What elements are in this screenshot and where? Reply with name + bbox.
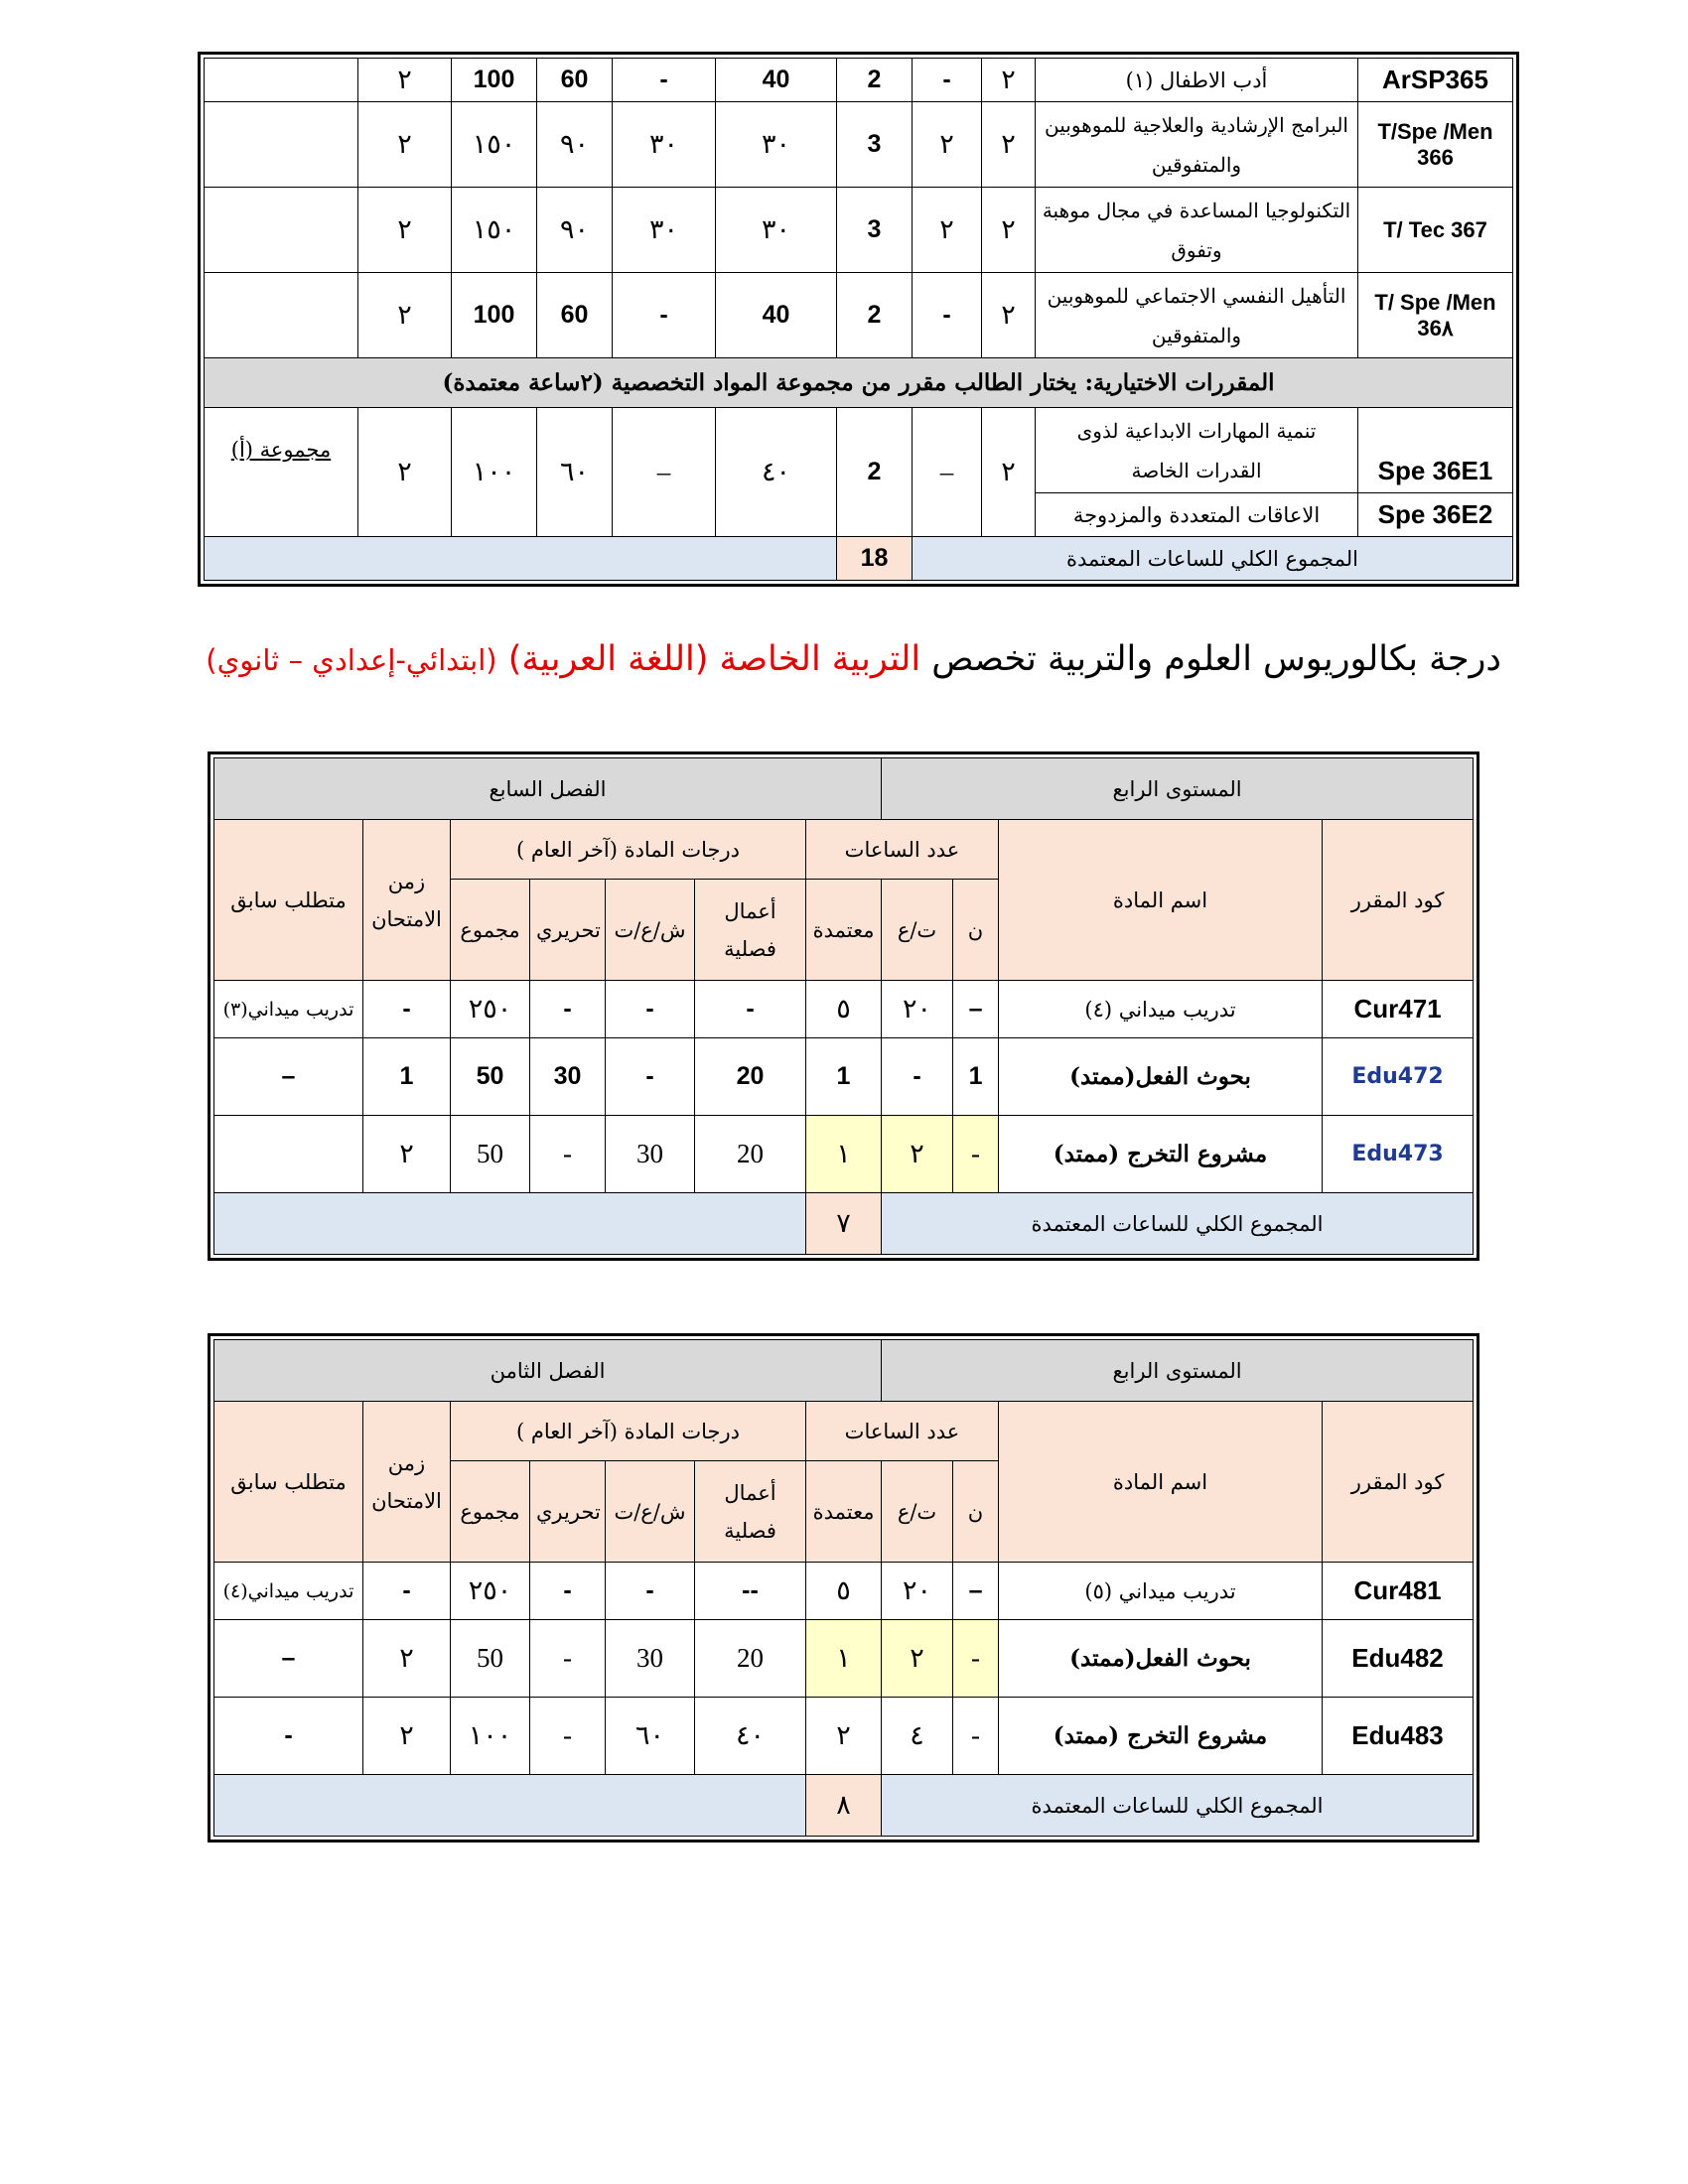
exam-time-cell: ٢ [358, 188, 452, 273]
table-row [214, 1563, 1474, 1620]
practical-cell: - [913, 59, 982, 102]
degree-heading-text: درجة بكالوريوس العلوم والتربية تخصص [920, 639, 1501, 679]
prereq-cell [205, 102, 358, 188]
practical-cell: - [913, 273, 982, 358]
course-code-header: كود المقرر [1323, 1402, 1474, 1563]
prereq-cell [214, 1116, 363, 1193]
credit-cell: 2 [837, 408, 913, 537]
prereq-cell: تدريب ميداني(٣) [214, 981, 363, 1038]
prereq-cell: – [214, 1620, 363, 1698]
coursework-cell: 40 [716, 273, 837, 358]
oral-header: ش/ع/ت [606, 880, 695, 981]
hours-header: عدد الساعات [806, 820, 999, 880]
total-row [205, 537, 1513, 581]
coursework-cell: 20 [695, 1038, 806, 1116]
written-cell: ٦٠ [537, 408, 613, 537]
coursework-cell: 20 [695, 1620, 806, 1698]
written-cell: - [530, 981, 606, 1038]
course-name-header: اسم المادة [999, 820, 1323, 981]
elective-group-label: مجموعة (أ) [230, 438, 332, 462]
coursework-header: أعمال فصلية [695, 880, 806, 981]
credit-cell: ١ [806, 1116, 882, 1193]
written-cell: - [530, 1620, 606, 1698]
total-cell: ٢٥٠ [451, 981, 530, 1038]
course-name-cell: تنمية المهارات الابداعية لذوى القدرات الخاصة [1036, 408, 1358, 493]
exam-time-cell: - [363, 1563, 451, 1620]
table-row [214, 1038, 1474, 1116]
degree-heading-specialty: التربية الخاصة (اللغة العربية) [496, 639, 921, 679]
credit-cell: ١ [806, 1620, 882, 1698]
total-cell: 100 [452, 273, 537, 358]
exam-time-header: زمن الامتحان [363, 820, 451, 981]
total-header: مجموع [451, 1461, 530, 1563]
oral-cell: - [606, 981, 695, 1038]
course-name-cell: التكنولوجيا المساعدة في مجال موهبة وتفوق [1036, 188, 1358, 273]
credit-cell: 2 [837, 273, 913, 358]
written-header: تحريري [530, 880, 606, 981]
course-code-cell: Edu482 [1323, 1620, 1474, 1698]
course-code-header: كود المقرر [1323, 820, 1474, 981]
course-name-cell: مشروع التخرج (ممتد) [999, 1698, 1323, 1775]
practical-cell: – [913, 408, 982, 537]
practical-header: ت/ع [882, 880, 953, 981]
total-credit-value: 18 [837, 537, 913, 581]
practical-cell: ٢ [913, 188, 982, 273]
coursework-cell: 40 [716, 59, 837, 102]
total-cell: 50 [451, 1620, 530, 1698]
prereq-cell: تدريب ميداني(٤) [214, 1563, 363, 1620]
degree-heading-stages: (ابتدائي-إعدادي – ثانوي) [206, 643, 497, 677]
prereq-cell: - [214, 1698, 363, 1775]
level-title: المستوى الرابع [882, 758, 1474, 820]
oral-cell: - [613, 273, 716, 358]
prereq-cell [205, 188, 358, 273]
course-code-cell: Spe 36E2 [1358, 493, 1513, 537]
practical-cell: ٢ [882, 1620, 953, 1698]
coursework-cell: 20 [695, 1116, 806, 1193]
coursework-cell: -- [695, 1563, 806, 1620]
total-cell: ٢٥٠ [451, 1563, 530, 1620]
written-cell: 30 [530, 1038, 606, 1116]
oral-cell: ٣٠ [613, 102, 716, 188]
total-row [214, 1775, 1474, 1837]
table-row [205, 59, 1513, 102]
practical-header: ت/ع [882, 1461, 953, 1563]
course-code-cell: Cur481 [1323, 1563, 1474, 1620]
written-cell: - [530, 1698, 606, 1775]
table-row [205, 408, 1513, 493]
prereq-cell [205, 273, 358, 358]
theory-cell: - [953, 1698, 999, 1775]
coursework-cell: ٣٠ [716, 188, 837, 273]
practical-cell: ٢٠ [882, 981, 953, 1038]
course-name-cell: البرامج الإرشادية والعلاجية للموهوبين والمتفوقين [1036, 102, 1358, 188]
table-row [214, 1698, 1474, 1775]
course-name-cell: بحوث الفعل(ممتد) [999, 1620, 1323, 1698]
theory-cell: - [953, 1116, 999, 1193]
written-cell: 60 [537, 59, 613, 102]
written-cell: - [530, 1116, 606, 1193]
total-header: مجموع [451, 880, 530, 981]
level-title: المستوى الرابع [882, 1340, 1474, 1402]
total-cell: ١٠٠ [452, 408, 537, 537]
oral-header: ش/ع/ت [606, 1461, 695, 1563]
exam-time-cell: ٢ [358, 59, 452, 102]
coursework-cell: ٤٠ [695, 1698, 806, 1775]
table-row [205, 273, 1513, 358]
course-code-cell: T/ Spe /Men 36٨ [1358, 273, 1513, 358]
practical-cell: ٢ [882, 1116, 953, 1193]
written-cell: 60 [537, 273, 613, 358]
total-cell: 50 [451, 1116, 530, 1193]
total-spacer [205, 537, 837, 581]
total-row [214, 1193, 1474, 1255]
exam-time-header: زمن الامتحان [363, 1402, 451, 1563]
oral-cell: ٦٠ [606, 1698, 695, 1775]
course-name-cell: تدريب ميداني (٤) [999, 981, 1323, 1038]
grades-header: درجات المادة (آخر العام ) [451, 1402, 806, 1461]
theory-header: ن [953, 880, 999, 981]
practical-cell: - [882, 1038, 953, 1116]
table-row [214, 1620, 1474, 1698]
coursework-cell: ٤٠ [716, 408, 837, 537]
course-code-cell: ArSP365 [1358, 59, 1513, 102]
course-name-cell: تدريب ميداني (٥) [999, 1563, 1323, 1620]
oral-cell: - [613, 59, 716, 102]
total-credit-value: ٨ [806, 1775, 882, 1837]
total-credit-label: المجموع الكلي للساعات المعتمدة [882, 1775, 1474, 1837]
credit-cell: ٥ [806, 981, 882, 1038]
course-name-cell: التأهيل النفسي الاجتماعي للموهوبين والمتفوقين [1036, 273, 1358, 358]
semester8-table [213, 1339, 1474, 1837]
oral-cell: 30 [606, 1620, 695, 1698]
written-cell: - [530, 1563, 606, 1620]
semester7-table [213, 757, 1474, 1255]
theory-cell: - [953, 1620, 999, 1698]
course-code-cell: Edu473 [1323, 1116, 1474, 1193]
course-name-cell: الاعاقات المتعددة والمزدوجة [1036, 493, 1358, 537]
degree-heading [191, 627, 1501, 692]
table-row [214, 1116, 1474, 1193]
course-name-cell: مشروع التخرج (ممتد) [999, 1116, 1323, 1193]
credit-header: معتمدة [806, 880, 882, 981]
grades-header: درجات المادة (آخر العام ) [451, 820, 806, 880]
theory-cell: – [953, 1563, 999, 1620]
theory-cell: 1 [953, 1038, 999, 1116]
exam-time-cell: 1 [363, 1038, 451, 1116]
table-row [205, 102, 1513, 188]
oral-cell: - [606, 1038, 695, 1116]
prereq-cell: – [214, 1038, 363, 1116]
written-header: تحريري [530, 1461, 606, 1563]
exam-time-cell: ٢ [358, 102, 452, 188]
semester-title: الفصل الثامن [214, 1340, 882, 1402]
coursework-cell: ٣٠ [716, 102, 837, 188]
course-code-cell: T/Spe /Men 366 [1358, 102, 1513, 188]
course-code-cell: Edu472 [1323, 1038, 1474, 1116]
theory-cell: ٢ [982, 273, 1036, 358]
exam-time-cell: ٢ [358, 273, 452, 358]
elective-header: المقررات الاختيارية: يختار الطالب مقرر من مجموعة المواد التخصصية (٢ساعة معتمدة) [205, 358, 1513, 408]
table-row [205, 188, 1513, 273]
exam-time-cell: ٢ [358, 408, 452, 537]
total-cell: ١٥٠ [452, 188, 537, 273]
total-credit-label: المجموع الكلي للساعات المعتمدة [882, 1193, 1474, 1255]
course-name-header: اسم المادة [999, 1402, 1323, 1563]
credit-cell: ٢ [806, 1698, 882, 1775]
theory-cell: ٢ [982, 102, 1036, 188]
credit-cell: ٥ [806, 1563, 882, 1620]
credit-header: معتمدة [806, 1461, 882, 1563]
semester-title: الفصل السابع [214, 758, 882, 820]
practical-cell: ٢٠ [882, 1563, 953, 1620]
written-cell: ٩٠ [537, 188, 613, 273]
exam-time-cell: ٢ [363, 1620, 451, 1698]
exam-time-cell: ٢ [363, 1698, 451, 1775]
total-credit-value: ٧ [806, 1193, 882, 1255]
coursework-header: أعمال فصلية [695, 1461, 806, 1563]
theory-cell: ٢ [982, 59, 1036, 102]
oral-cell: - [606, 1563, 695, 1620]
total-credit-label: المجموع الكلي للساعات المعتمدة [913, 537, 1513, 581]
course-code-cell: Edu483 [1323, 1698, 1474, 1775]
prereq-cell [205, 59, 358, 102]
written-cell: ٩٠ [537, 102, 613, 188]
course-code-cell: Cur471 [1323, 981, 1474, 1038]
course-name-cell: أدب الاطفال (١) [1036, 59, 1358, 102]
course-code-cell: T/ Tec 367 [1358, 188, 1513, 273]
theory-cell: ٢ [982, 408, 1036, 537]
exam-time-cell: ٢ [363, 1116, 451, 1193]
total-cell: ١٥٠ [452, 102, 537, 188]
total-cell: ١٠٠ [451, 1698, 530, 1775]
table-row [214, 981, 1474, 1038]
elective-header-row [205, 358, 1513, 408]
total-spacer [214, 1775, 806, 1837]
course-name-cell: بحوث الفعل(ممتد) [999, 1038, 1323, 1116]
oral-cell: 30 [606, 1116, 695, 1193]
total-cell: 50 [451, 1038, 530, 1116]
hours-header: عدد الساعات [806, 1402, 999, 1461]
theory-cell: – [953, 981, 999, 1038]
theory-header: ن [953, 1461, 999, 1563]
credit-cell: 3 [837, 188, 913, 273]
prereq-header: متطلب سابق [214, 1402, 363, 1563]
theory-cell: ٢ [982, 188, 1036, 273]
exam-time-cell: - [363, 981, 451, 1038]
oral-cell: – [613, 408, 716, 537]
total-cell: 100 [452, 59, 537, 102]
oral-cell: ٣٠ [613, 188, 716, 273]
elective-group-cell [205, 408, 358, 537]
coursework-cell: - [695, 981, 806, 1038]
credit-cell: 3 [837, 102, 913, 188]
practical-cell: ٤ [882, 1698, 953, 1775]
course-code-cell: Spe 36E1 [1358, 408, 1513, 493]
credit-cell: 2 [837, 59, 913, 102]
prereq-header: متطلب سابق [214, 820, 363, 981]
total-spacer [214, 1193, 806, 1255]
credit-cell: 1 [806, 1038, 882, 1116]
top-course-table [204, 58, 1513, 581]
practical-cell: ٢ [913, 102, 982, 188]
